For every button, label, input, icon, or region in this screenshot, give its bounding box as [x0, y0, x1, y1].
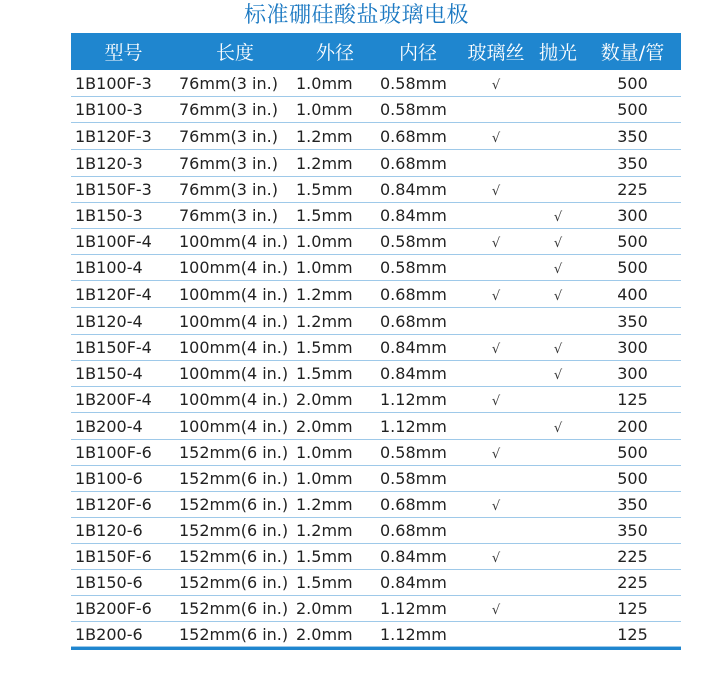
cell-model: 1B100F-4 — [75, 232, 152, 251]
check-mark-icon: √ — [491, 499, 501, 514]
cell-model: 1B120F-4 — [75, 284, 152, 304]
check-mark-icon: √ — [491, 394, 501, 409]
cell-length: 100mm(4 in.) — [179, 284, 289, 304]
cell-outer-diameter: 1.2mm — [296, 126, 353, 146]
column-header-quantity: 数量/管 — [600, 42, 665, 64]
table-row — [71, 177, 681, 203]
cell-inner-diameter: 0.58mm — [380, 232, 447, 251]
cell-quantity: 500 — [617, 100, 648, 119]
cell-outer-diameter: 2.0mm — [296, 599, 353, 618]
check-mark-icon: √ — [491, 447, 501, 462]
cell-outer-diameter: 1.5mm — [296, 338, 353, 357]
check-mark-icon: √ — [491, 77, 501, 93]
table-row — [71, 570, 681, 596]
check-mark-icon: √ — [491, 236, 501, 251]
table-row — [71, 596, 681, 622]
cell-length: 76mm(3 in.) — [179, 153, 278, 173]
cell-quantity: 400 — [617, 284, 648, 304]
check-mark-icon: √ — [491, 551, 501, 566]
column-header-filament: 玻璃丝 — [467, 42, 525, 64]
check-mark-icon: √ — [491, 603, 501, 618]
cell-length: 100mm(4 in.) — [179, 311, 289, 331]
table-row — [71, 466, 681, 492]
cell-polished — [532, 232, 584, 251]
table-body — [71, 70, 681, 650]
cell-outer-diameter: 1.5mm — [296, 206, 353, 225]
cell-inner-diameter: 1.12mm — [380, 416, 447, 436]
cell-inner-diameter: 0.84mm — [380, 364, 447, 383]
cell-length: 100mm(4 in.) — [179, 364, 289, 383]
cell-outer-diameter: 1.2mm — [296, 495, 353, 514]
cell-length: 76mm(3 in.) — [179, 206, 278, 225]
column-header-inner-diameter: 内径 — [398, 42, 437, 64]
cell-quantity: 200 — [617, 416, 648, 436]
cell-filament — [460, 495, 532, 514]
cell-filament — [460, 547, 532, 566]
cell-model: 1B200F-4 — [75, 390, 152, 409]
cell-outer-diameter: 1.0mm — [296, 443, 353, 462]
table-row — [71, 229, 681, 255]
cell-model: 1B100-4 — [75, 258, 143, 277]
cell-inner-diameter: 0.84mm — [380, 547, 447, 566]
cell-model: 1B100-6 — [75, 469, 143, 488]
cell-length: 100mm(4 in.) — [179, 416, 289, 436]
cell-model: 1B100F-3 — [75, 73, 152, 93]
cell-model: 1B100F-6 — [75, 443, 152, 462]
cell-model: 1B100-3 — [75, 100, 143, 119]
cell-length: 76mm(3 in.) — [179, 180, 278, 199]
cell-inner-diameter: 0.68mm — [380, 284, 447, 304]
cell-outer-diameter: 1.2mm — [296, 153, 353, 173]
page-title: 标准硼硅酸盐玻璃电极 — [243, 3, 469, 28]
column-header-length: 长度 — [215, 42, 254, 64]
cell-length: 152mm(6 in.) — [179, 521, 289, 540]
check-mark-icon: √ — [491, 342, 501, 357]
cell-model: 1B200-4 — [75, 416, 143, 436]
column-header-model: 型号 — [104, 42, 143, 64]
cell-filament — [460, 127, 532, 146]
cell-polished — [532, 206, 584, 225]
cell-length: 152mm(6 in.) — [179, 599, 289, 618]
cell-model: 1B150F-4 — [75, 338, 152, 357]
table-header — [71, 33, 681, 70]
cell-polished — [532, 364, 584, 383]
cell-quantity: 125 — [617, 599, 648, 618]
cell-model: 1B120-4 — [75, 311, 143, 331]
cell-outer-diameter: 1.5mm — [296, 364, 353, 383]
check-mark-icon: √ — [553, 342, 563, 357]
cell-inner-diameter: 0.58mm — [380, 258, 447, 277]
check-mark-icon: √ — [553, 368, 563, 383]
cell-inner-diameter: 0.84mm — [380, 338, 447, 357]
cell-length: 152mm(6 in.) — [179, 443, 289, 462]
cell-inner-diameter: 0.68mm — [380, 311, 447, 331]
cell-inner-diameter: 0.58mm — [380, 443, 447, 462]
check-mark-icon: √ — [553, 262, 563, 277]
check-mark-icon: √ — [553, 236, 563, 251]
table-row — [71, 361, 681, 387]
cell-quantity: 500 — [617, 232, 648, 251]
check-mark-icon: √ — [553, 420, 563, 436]
cell-quantity: 500 — [617, 258, 648, 277]
check-mark-icon: √ — [553, 288, 563, 304]
cell-outer-diameter: 1.2mm — [296, 311, 353, 331]
cell-outer-diameter: 1.2mm — [296, 521, 353, 540]
table-row — [71, 544, 681, 570]
cell-model: 1B120-3 — [75, 153, 143, 173]
cell-polished — [532, 285, 584, 304]
cell-quantity: 125 — [617, 624, 648, 644]
table-row — [71, 97, 681, 123]
cell-filament — [460, 338, 532, 357]
cell-outer-diameter: 1.5mm — [296, 573, 353, 592]
product-table — [71, 33, 681, 650]
cell-model: 1B150-4 — [75, 364, 143, 383]
cell-polished — [532, 258, 584, 277]
check-mark-icon: √ — [491, 184, 501, 199]
cell-outer-diameter: 2.0mm — [296, 416, 353, 436]
cell-filament — [460, 74, 532, 93]
cell-model: 1B200-6 — [75, 624, 143, 644]
cell-quantity: 350 — [617, 311, 648, 331]
cell-quantity: 300 — [617, 338, 648, 357]
cell-quantity: 300 — [617, 364, 648, 383]
cell-quantity: 350 — [617, 126, 648, 146]
cell-length: 152mm(6 in.) — [179, 547, 289, 566]
cell-outer-diameter: 1.5mm — [296, 180, 353, 199]
cell-polished — [532, 338, 584, 357]
cell-outer-diameter: 1.0mm — [296, 232, 353, 251]
table-row — [71, 492, 681, 518]
cell-quantity: 350 — [617, 153, 648, 173]
cell-filament — [460, 285, 532, 304]
table-row — [71, 123, 681, 150]
cell-quantity: 500 — [617, 73, 648, 93]
cell-model: 1B150F-3 — [75, 180, 152, 199]
cell-filament — [460, 180, 532, 199]
cell-length: 152mm(6 in.) — [179, 624, 289, 644]
cell-length: 76mm(3 in.) — [179, 73, 278, 93]
cell-model: 1B150F-6 — [75, 547, 152, 566]
cell-outer-diameter: 1.0mm — [296, 258, 353, 277]
cell-filament — [460, 443, 532, 462]
table-row — [71, 150, 681, 177]
cell-quantity: 225 — [617, 573, 648, 592]
cell-inner-diameter: 0.68mm — [380, 495, 447, 514]
cell-filament — [460, 232, 532, 251]
cell-length: 100mm(4 in.) — [179, 258, 289, 277]
cell-quantity: 225 — [617, 180, 648, 199]
table-row — [71, 518, 681, 544]
cell-inner-diameter: 1.12mm — [380, 390, 447, 409]
cell-length: 76mm(3 in.) — [179, 100, 278, 119]
cell-quantity: 125 — [617, 390, 648, 409]
cell-model: 1B150-6 — [75, 573, 143, 592]
cell-quantity: 500 — [617, 469, 648, 488]
cell-outer-diameter: 2.0mm — [296, 390, 353, 409]
cell-filament — [460, 390, 532, 409]
cell-inner-diameter: 0.58mm — [380, 100, 447, 119]
cell-filament — [460, 599, 532, 618]
cell-length: 100mm(4 in.) — [179, 390, 289, 409]
cell-length: 152mm(6 in.) — [179, 495, 289, 514]
check-mark-icon: √ — [491, 288, 501, 304]
cell-inner-diameter: 0.68mm — [380, 521, 447, 540]
cell-inner-diameter: 1.12mm — [380, 624, 447, 644]
cell-outer-diameter: 2.0mm — [296, 624, 353, 644]
table-row — [71, 413, 681, 440]
cell-inner-diameter: 0.84mm — [380, 180, 447, 199]
table-row — [71, 622, 681, 647]
cell-length: 100mm(4 in.) — [179, 232, 289, 251]
cell-model: 1B150-3 — [75, 206, 143, 225]
cell-inner-diameter: 1.12mm — [380, 599, 447, 618]
cell-length: 100mm(4 in.) — [179, 338, 289, 357]
cell-quantity: 225 — [617, 547, 648, 566]
cell-model: 1B120F-3 — [75, 126, 152, 146]
cell-model: 1B120F-6 — [75, 495, 152, 514]
cell-length: 152mm(6 in.) — [179, 469, 289, 488]
cell-outer-diameter: 1.0mm — [296, 100, 353, 119]
column-header-outer-diameter: 外径 — [315, 42, 354, 64]
cell-polished — [532, 417, 584, 436]
cell-model: 1B200F-6 — [75, 599, 152, 618]
check-mark-icon: √ — [491, 130, 501, 146]
cell-inner-diameter: 0.68mm — [380, 126, 447, 146]
cell-inner-diameter: 0.58mm — [380, 73, 447, 93]
cell-length: 152mm(6 in.) — [179, 573, 289, 592]
table-row — [71, 387, 681, 413]
cell-inner-diameter: 0.68mm — [380, 153, 447, 173]
cell-quantity: 300 — [617, 206, 648, 225]
table-row — [71, 255, 681, 281]
cell-inner-diameter: 0.84mm — [380, 206, 447, 225]
column-header-polished: 抛光 — [538, 42, 577, 64]
cell-quantity: 350 — [617, 495, 648, 514]
cell-length: 76mm(3 in.) — [179, 126, 278, 146]
table-row — [71, 440, 681, 466]
cell-inner-diameter: 0.84mm — [380, 573, 447, 592]
table-row — [71, 203, 681, 229]
cell-outer-diameter: 1.0mm — [296, 469, 353, 488]
cell-outer-diameter: 1.5mm — [296, 547, 353, 566]
cell-quantity: 350 — [617, 521, 648, 540]
cell-model: 1B120-6 — [75, 521, 143, 540]
table-row — [71, 281, 681, 308]
cell-inner-diameter: 0.58mm — [380, 469, 447, 488]
table-row — [71, 308, 681, 335]
cell-outer-diameter: 1.2mm — [296, 284, 353, 304]
cell-quantity: 500 — [617, 443, 648, 462]
check-mark-icon: √ — [553, 210, 563, 225]
table-row — [71, 70, 681, 97]
cell-outer-diameter: 1.0mm — [296, 73, 353, 93]
table-row — [71, 335, 681, 361]
